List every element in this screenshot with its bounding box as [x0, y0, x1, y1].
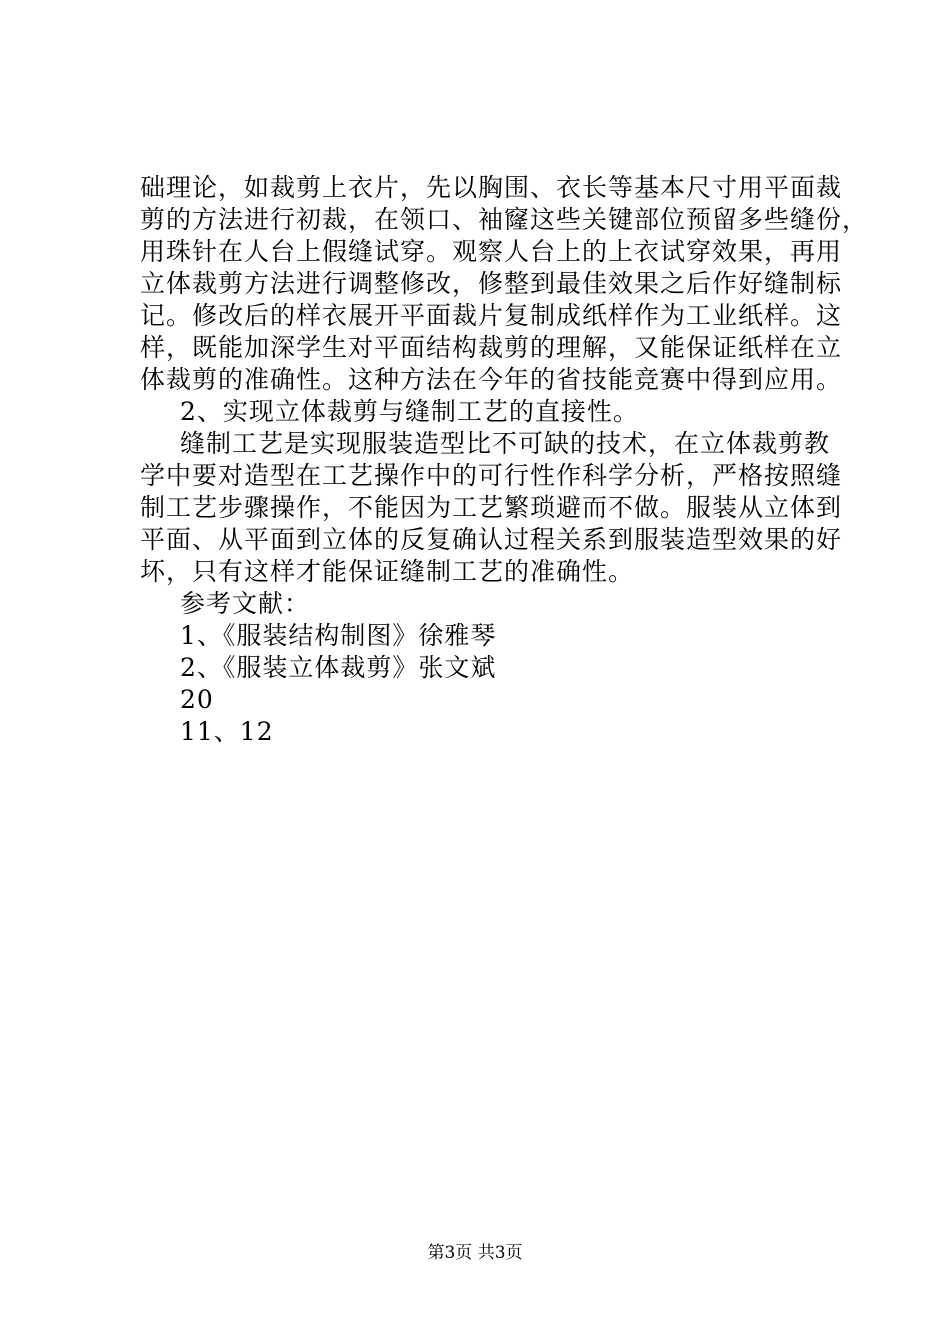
paragraph-line: 平面、从平面到立体的反复确认过程关系到服装造型效果的好 — [140, 525, 843, 554]
reference-item: 1、《服装结构制图》徐雅琴 — [180, 621, 497, 650]
paragraph-line: 体裁剪的准确性。这种方法在今年的省技能竞赛中得到应用。 — [140, 365, 843, 394]
paragraph-line: 制工艺步骤操作，不能因为工艺繁琐避而不做。服装从立体到 — [140, 493, 843, 522]
paragraph-line: 剪的方法进行初裁，在领口、袖窿这些关键部位预留多些缝份， — [140, 205, 869, 234]
paragraph-line: 用珠针在人台上假缝试穿。观察人台上的上衣试穿效果，再用 — [140, 237, 843, 266]
section-heading: 2、实现立体裁剪与缝制工艺的直接性。 — [180, 397, 639, 426]
paragraph-line: 学中要对造型在工艺操作中的可行性作科学分析，严格按照缝 — [140, 461, 843, 490]
paragraph-line: 坏，只有这样才能保证缝制工艺的准确性。 — [140, 557, 635, 586]
page-footer: 第3页 共3页 — [427, 1243, 523, 1263]
paragraph-line: 础理论，如裁剪上衣片，先以胸围、衣长等基本尺寸用平面裁 — [140, 173, 843, 202]
paragraph-line: 记。修改后的样衣展开平面裁片复制成纸样作为工业纸样。这 — [140, 301, 843, 330]
trailing-text: 20 — [180, 685, 214, 714]
document-body — [140, 172, 869, 748]
trailing-text: 11、12 — [180, 717, 274, 746]
references-label: 参考文献： — [180, 589, 311, 618]
paragraph-line: 缝制工艺是实现服装造型比不可缺的技术，在立体裁剪教 — [180, 429, 831, 458]
paragraph-line: 样，既能加深学生对平面结构裁剪的理解，又能保证纸样在立 — [140, 333, 843, 362]
paragraph-line: 立体裁剪方法进行调整修改，修整到最佳效果之后作好缝制标 — [140, 269, 843, 298]
reference-item: 2、《服装立体裁剪》张文斌 — [180, 653, 497, 682]
